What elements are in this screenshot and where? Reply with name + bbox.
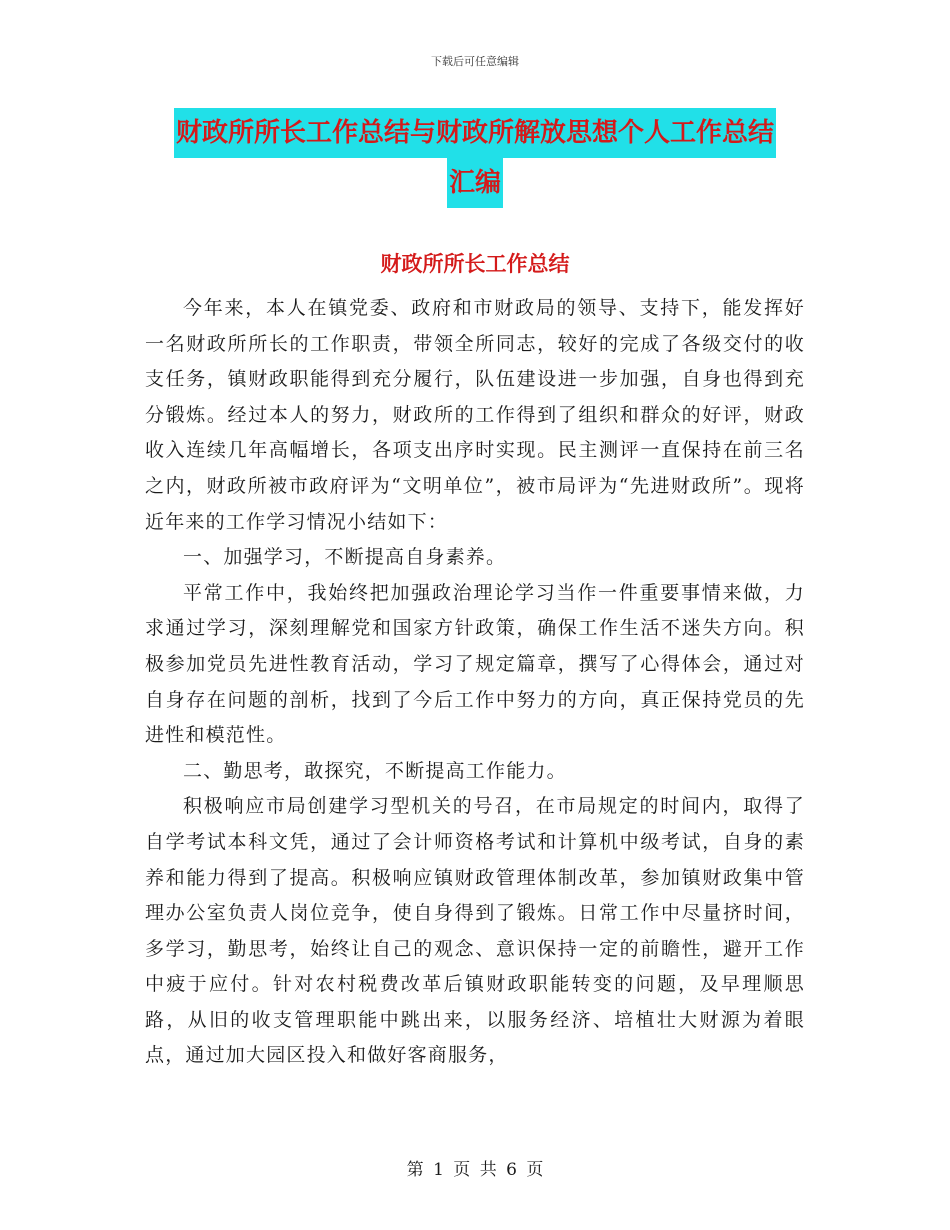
document-title-line-2: 汇编 bbox=[447, 158, 503, 208]
document-title bbox=[0, 108, 950, 208]
page-footer: 第 1 页 共 6 页 bbox=[406, 1160, 544, 1180]
paragraph: 今年来，本人在镇党委、政府和市财政局的领导、支持下，能发挥好一名财政所所长的工作职责，带领全所同志，较好的完成了各级交付的收支任务，镇财政职能得到充分履行，队伍建设进一步加强，自身也得到充分锻炼。经过本人的努力，财政所的工作得到了组织和群众的好评，财政收入连续几年高幅增长，各项支出序时实现。民主测评一直保持在前三名之内，财政所被市政府评为“文明单位”，被市局评为“先进财政所”。现将近年来的工作学习情况小结如下： bbox=[145, 297, 805, 533]
header-note: 下载后可任意编辑 bbox=[431, 55, 519, 68]
document-title-line-1: 财政所所长工作总结与财政所解放思想个人工作总结 bbox=[174, 108, 776, 158]
section-title: 财政所所长工作总结 bbox=[380, 252, 570, 276]
paragraph-heading: 二、勤思考，敢探究，不断提高工作能力。 bbox=[183, 759, 567, 782]
paragraph-heading: 一、加强学习，不断提高自身素养。 bbox=[183, 546, 507, 569]
body-text bbox=[145, 291, 805, 1074]
paragraph: 积极响应市局创建学习型机关的号召，在市局规定的时间内，取得了自学考试本科文凭，通过了会计师资格考试和计算机中级考试，自身的素养和能力得到了提高。积极响应镇财政管理体制改革，参加镇财政集中管理办公室负责人岗位竞争，使自身得到了锻炼。日常工作中尽量挤时间，多学习，勤思考，始终让自己的观念、意识保持一定的前瞻性，避开工作中疲于应付。针对农村税费改革后镇财政职能转变的问题，及早理顺思路，从旧的收支管理职能中跳出来，以服务经济、培植壮大财源为着眼点，通过加大园区投入和做好客商服务， bbox=[145, 795, 805, 1067]
paragraph: 平常工作中，我始终把加强政治理论学习当作一件重要事情来做，力求通过学习，深刻理解党和国家方针政策，确保工作生活不迷失方向。积极参加党员先进性教育活动，学习了规定篇章，撰写了心得体会，通过对自身存在问题的剖析，找到了今后工作中努力的方向，真正保持党员的先进性和模范性。 bbox=[145, 581, 805, 747]
